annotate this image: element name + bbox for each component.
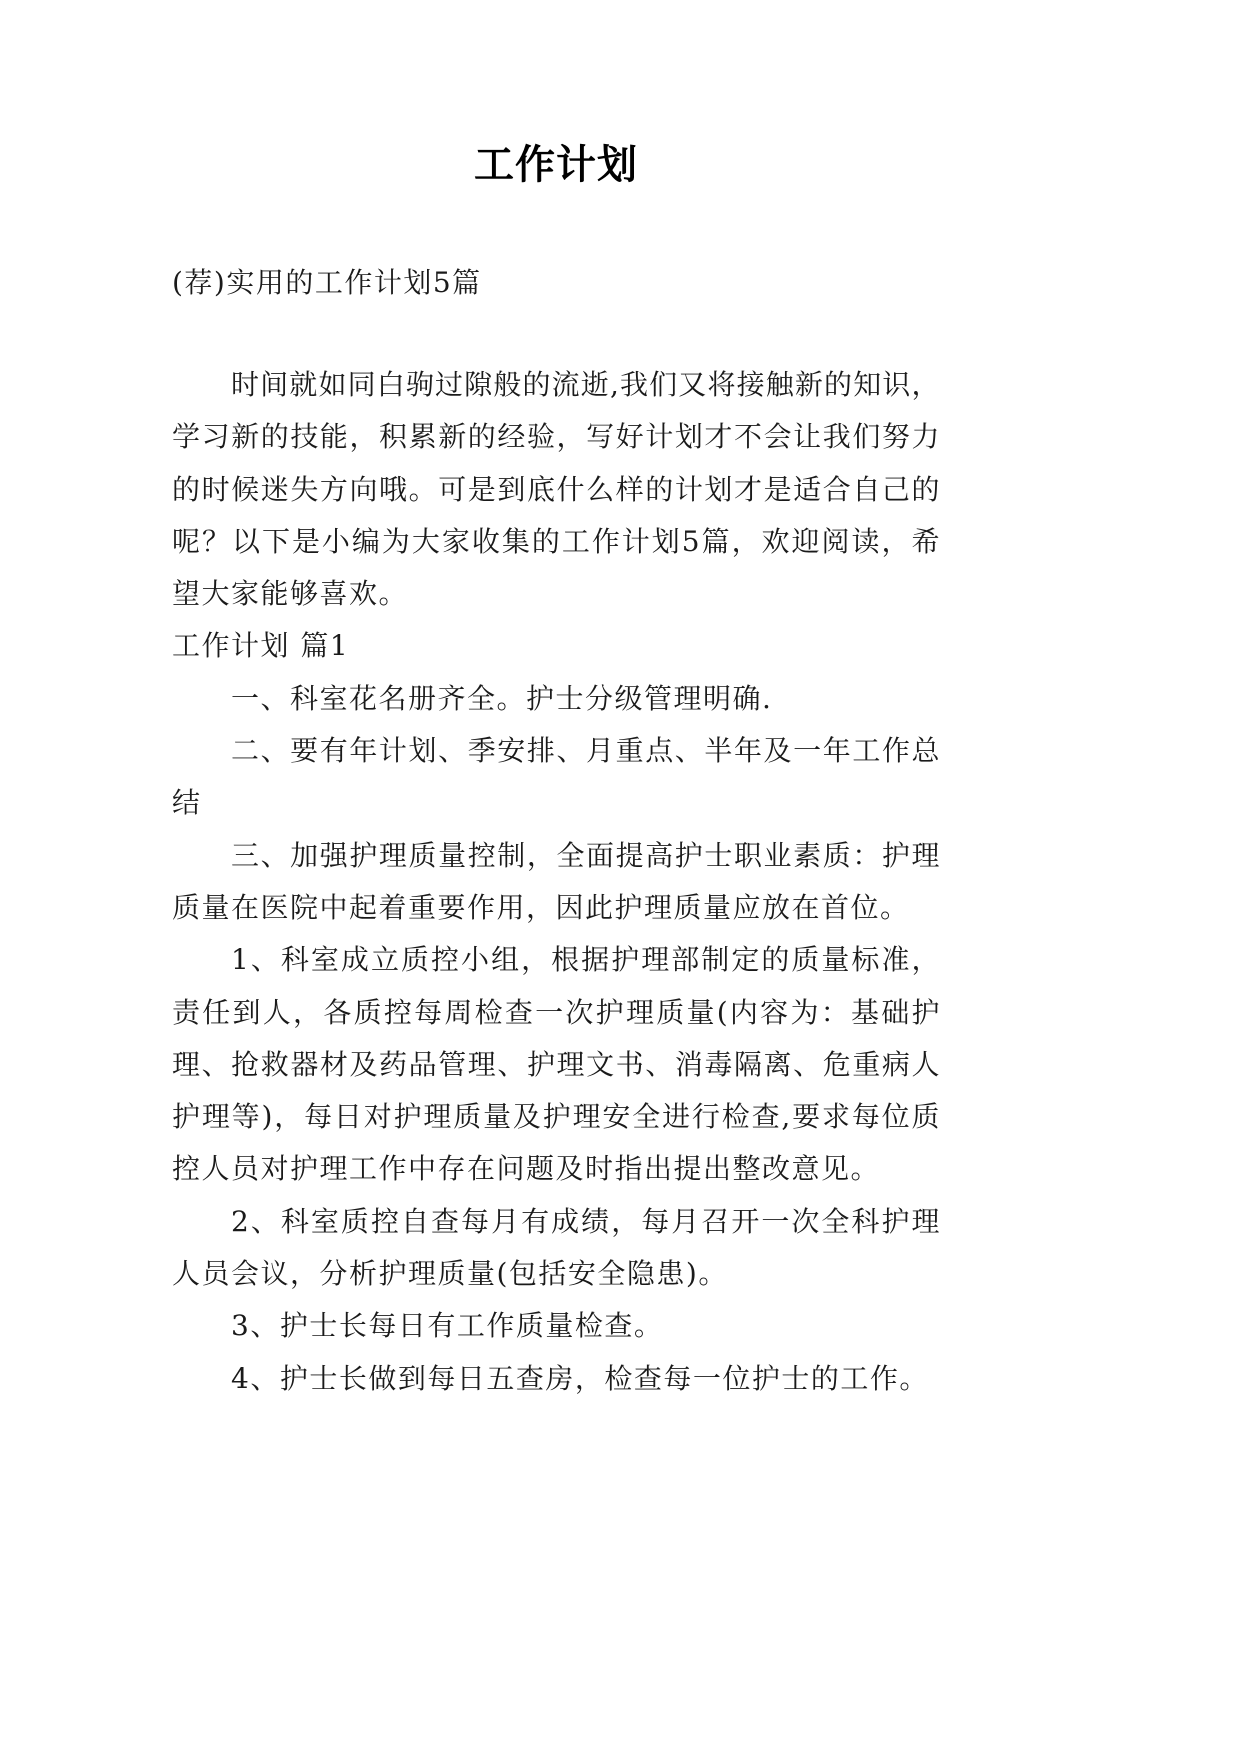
intro-paragraph bbox=[172, 359, 940, 620]
paragraph-line: 结 bbox=[172, 786, 202, 820]
paragraph-line: 的时候迷失方向哦。可是到底什么样的计划才是适合自己的 bbox=[172, 472, 940, 506]
paragraph-item-4 bbox=[172, 934, 940, 1195]
paragraph-line: 人员会议，分析护理质量(包括安全隐患)。 bbox=[172, 1257, 728, 1291]
paragraph-line: 理、抢救器材及药品管理、护理文书、消毒隔离、危重病人 bbox=[172, 1047, 940, 1081]
paragraph-line: 责任到人，各质控每周检查一次护理质量(内容为：基础护 bbox=[172, 995, 940, 1029]
paragraph-line: 1、科室成立质控小组，根据护理部制定的质量标准， bbox=[231, 943, 940, 977]
paragraph-line: 质量在医院中起着重要作用，因此护理质量应放在首位。 bbox=[172, 890, 910, 924]
paragraph-line: 呢？以下是小编为大家收集的工作计划5篇，欢迎阅读，希 bbox=[172, 524, 940, 558]
paragraph-line: 三、加强护理质量控制，全面提高护士职业素质：护理 bbox=[231, 838, 940, 872]
paragraph-line: 2、科室质控自查每月有成绩，每月召开一次全科护理 bbox=[231, 1204, 940, 1238]
paragraph-item-2 bbox=[172, 725, 940, 830]
document-title: 工作计划 bbox=[474, 141, 638, 188]
paragraph-line: 护理等)，每日对护理质量及护理安全进行检查,要求每位质 bbox=[172, 1100, 940, 1134]
paragraph-item-3 bbox=[172, 830, 940, 935]
section-heading: 工作计划 篇1 bbox=[172, 629, 350, 663]
paragraph-item-7 bbox=[172, 1353, 940, 1405]
paragraph-line: 3、护士长每日有工作质量检查。 bbox=[231, 1309, 664, 1343]
paragraph-item-1 bbox=[172, 673, 940, 725]
document-subtitle: (荐)实用的工作计划5篇 bbox=[172, 266, 482, 299]
section-1 bbox=[172, 620, 940, 1404]
paragraph-line: 学习新的技能，积累新的经验，写好计划才不会让我们努力 bbox=[172, 420, 940, 454]
paragraph-item-5 bbox=[172, 1196, 940, 1301]
paragraph-line: 控人员对护理工作中存在问题及时指出提出整改意见。 bbox=[172, 1152, 881, 1186]
document-body bbox=[172, 359, 940, 1405]
paragraph-line: 时间就如同白驹过隙般的流逝,我们又将接触新的知识， bbox=[231, 368, 940, 401]
paragraph-line: 二、要有年计划、季安排、月重点、半年及一年工作总 bbox=[231, 734, 940, 768]
paragraph-line: 望大家能够喜欢。 bbox=[172, 577, 409, 611]
paragraph-line: 一、科室花名册齐全。护士分级管理明确. bbox=[231, 681, 773, 715]
paragraph-item-6 bbox=[172, 1300, 940, 1352]
paragraph-line: 4、护士长做到每日五查房，检查每一位护士的工作。 bbox=[231, 1361, 929, 1395]
